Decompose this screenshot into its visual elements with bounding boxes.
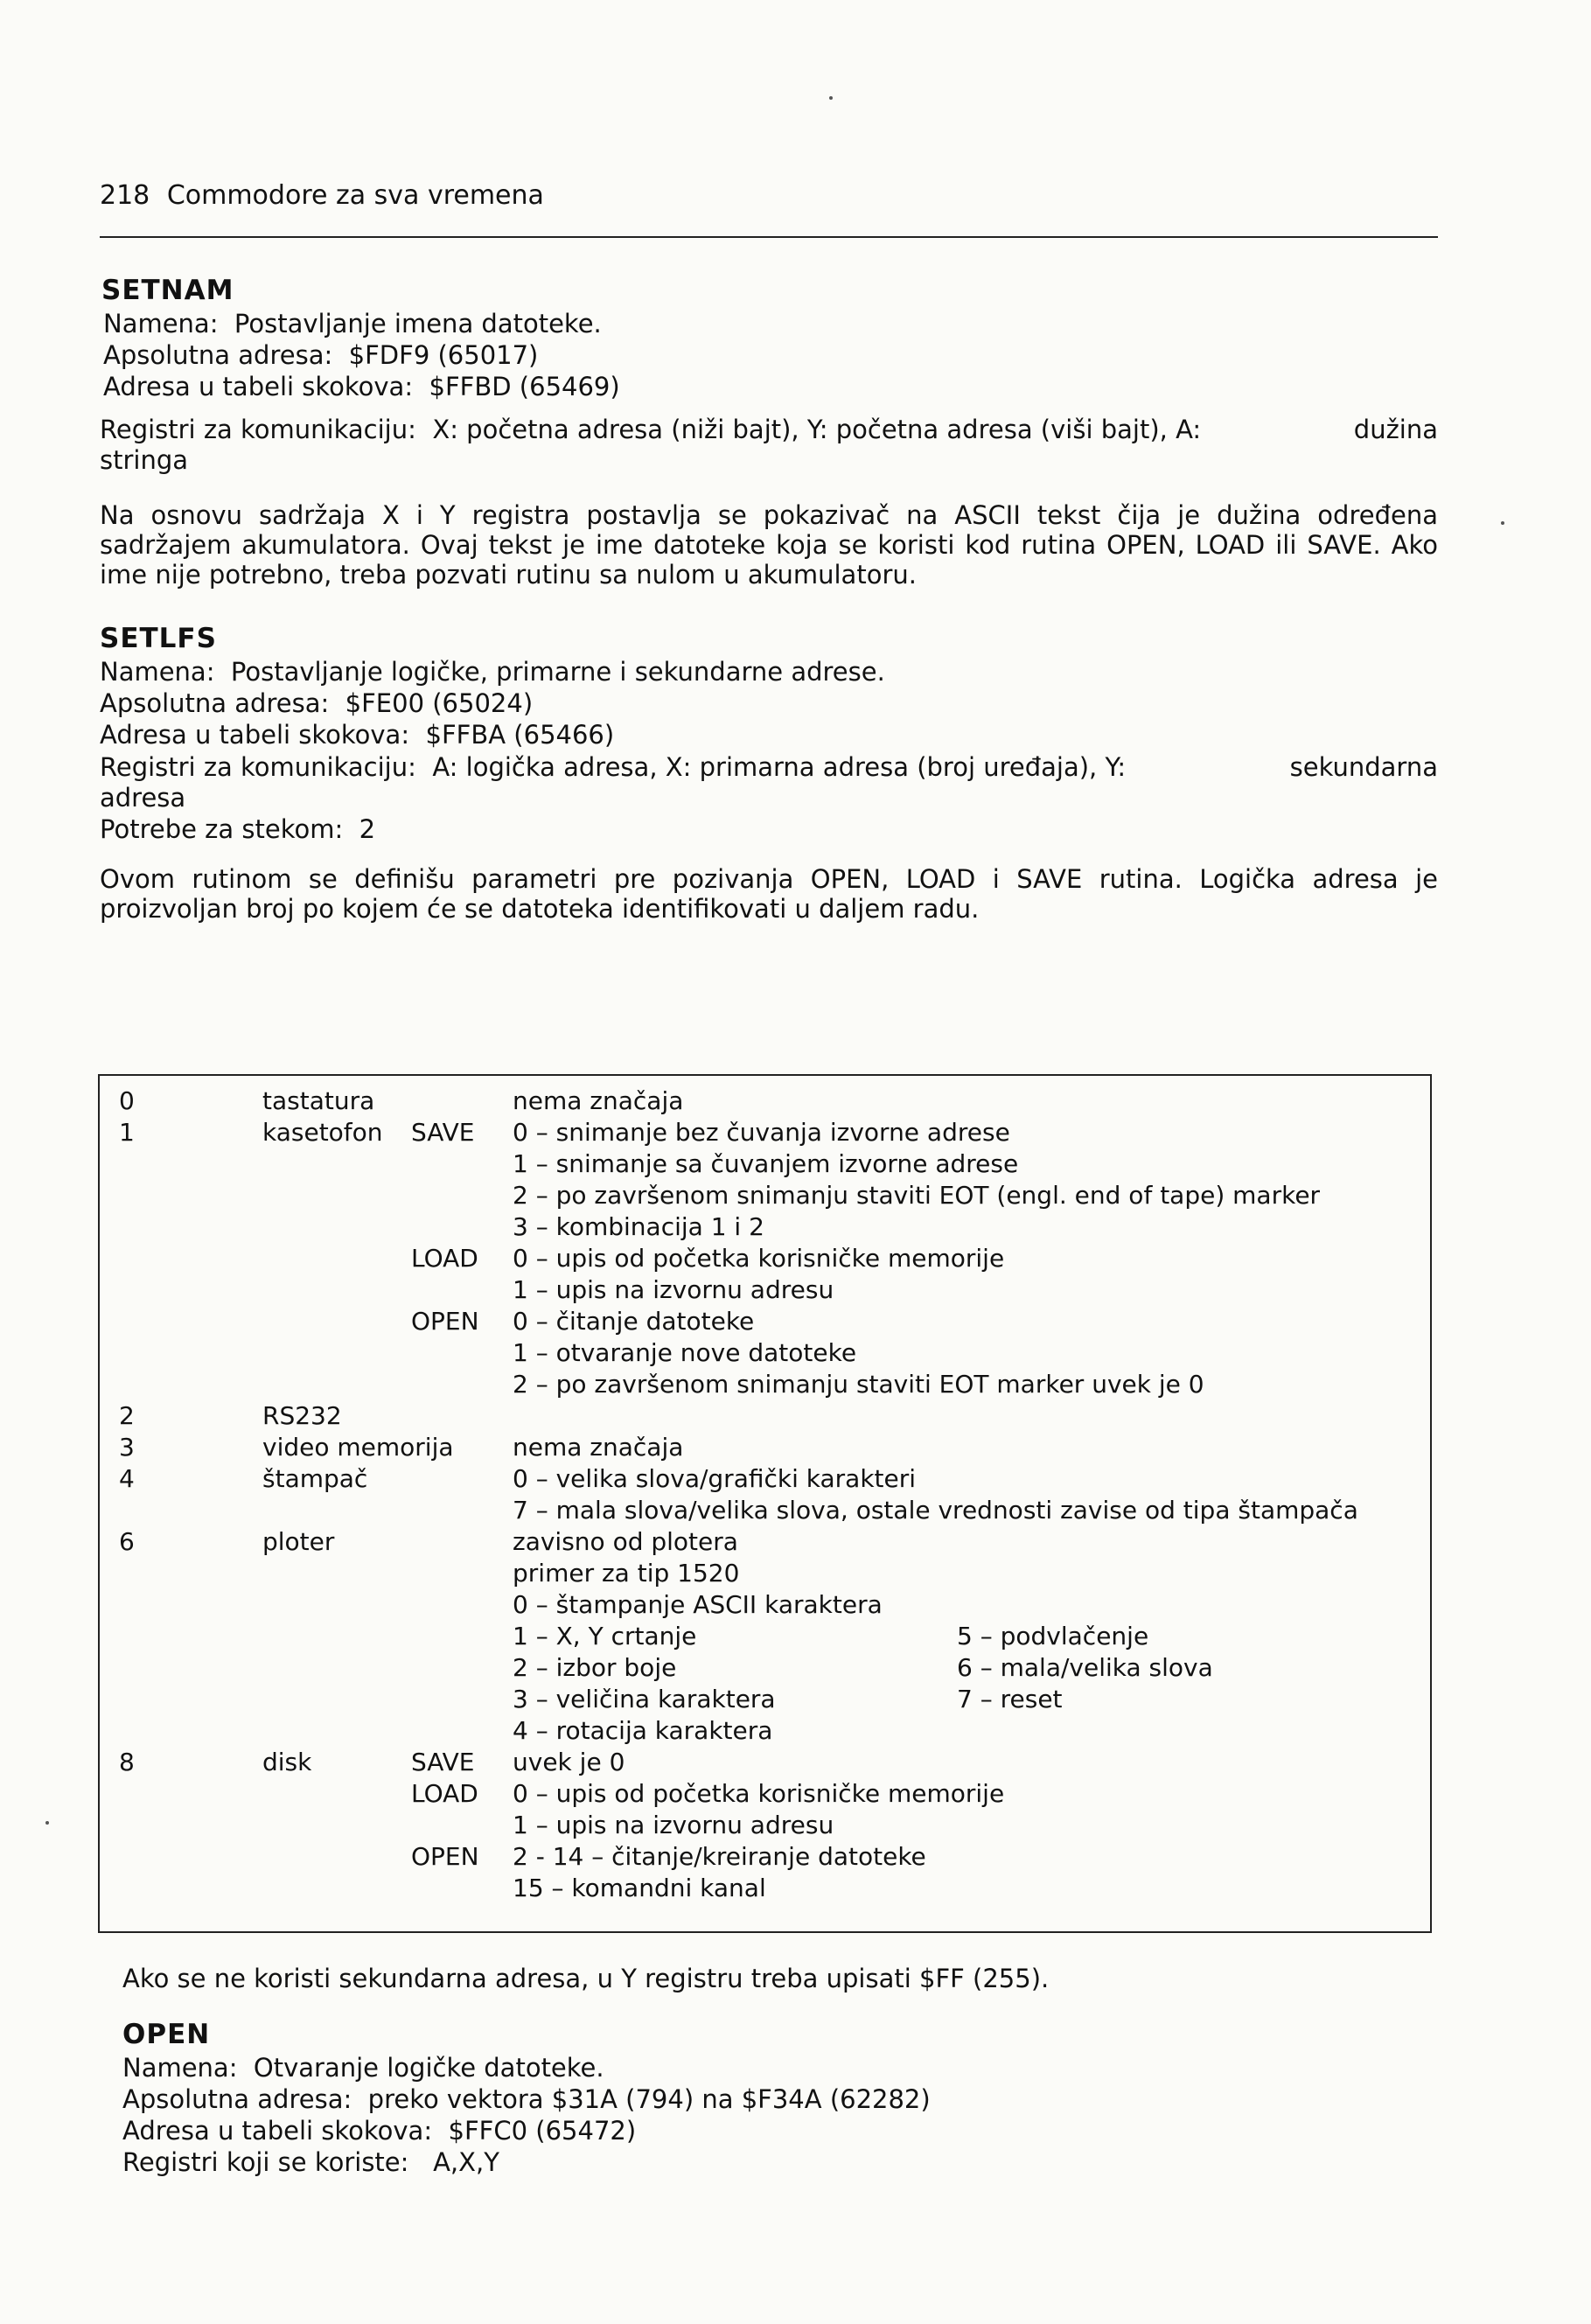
- table-cell-val: 2 - 14 – čitanje/kreiranje datoteke: [513, 1842, 926, 1871]
- page-header: [100, 180, 544, 212]
- setnam-registers-cont: stringa: [100, 445, 189, 475]
- table-cell-val: 0 – upis od početka korisničke memorije: [513, 1779, 1005, 1808]
- setnam-purpose: Namena: Postavljanje imena datoteke.: [103, 309, 602, 338]
- book-title: Commodore za sva vremena: [166, 180, 544, 211]
- table-cell-dev: kasetofon: [262, 1118, 383, 1147]
- open-title: OPEN: [122, 2019, 211, 2050]
- setnam-title: SETNAM: [101, 275, 234, 306]
- setlfs-purpose: Namena: Postavljanje logičke, primarne i sekundarne adrese.: [100, 657, 885, 687]
- table-cell-val: 0 – snimanje bez čuvanja izvorne adrese: [513, 1118, 1010, 1147]
- setlfs-abs: Apsolutna adresa: $FE00 (65024): [100, 688, 534, 718]
- table-cell-val: nema značaja: [513, 1086, 684, 1115]
- table-cell-val: 1 – X, Y crtanje: [513, 1622, 697, 1651]
- scan-speck: [829, 96, 833, 100]
- table-cell-val: 3 – veličina karaktera: [513, 1685, 776, 1713]
- table-cell-val: zavisno od plotera: [513, 1527, 738, 1556]
- open-registers: Registri koji se koriste: A,X,Y: [122, 2147, 499, 2177]
- page-number: 218: [100, 180, 150, 211]
- table-cell-extra: 5 – podvlačenje: [957, 1622, 1149, 1651]
- table-cell-val: 3 – kombinacija 1 i 2: [513, 1212, 764, 1241]
- scan-speck: [1501, 521, 1504, 525]
- table-cell-val: 0 – velika slova/grafički karakteri: [513, 1464, 917, 1493]
- table-cell-val: 2 – po završenom snimanju staviti EOT (engl. end of tape) marker: [513, 1181, 1321, 1210]
- table-cell-dev: štampač: [262, 1464, 368, 1493]
- setnam-registers: Registri za komunikaciju: X: početna adresa (niži bajt), Y: početna adresa (viši bajt), A: dužina: [100, 415, 1438, 444]
- table-cell-dev: disk: [262, 1748, 312, 1776]
- table-cell-dev: video memorija: [262, 1433, 454, 1462]
- table-cell-val: uvek je 0: [513, 1748, 625, 1776]
- table-cell-val: 7 – mala slova/velika slova, ostale vrednosti zavise od tipa štampača: [513, 1496, 1358, 1525]
- table-cell-dev: RS232: [262, 1401, 342, 1430]
- table-cell-mode: SAVE: [411, 1118, 475, 1147]
- table-cell-num: 0: [119, 1086, 135, 1115]
- table-cell-num: 1: [119, 1118, 135, 1147]
- table-cell-val: 4 – rotacija karaktera: [513, 1716, 773, 1745]
- table-cell-num: 2: [119, 1401, 135, 1430]
- setlfs-registers: Registri za komunikaciju: A: logička adresa, X: primarna adresa (broj uređaja), Y: sekundarna: [100, 752, 1438, 782]
- table-cell-mode: OPEN: [411, 1842, 479, 1871]
- setnam-abs: Apsolutna adresa: $FDF9 (65017): [103, 340, 539, 370]
- table-cell-val: 1 – snimanje sa čuvanjem izvorne adrese: [513, 1149, 1019, 1178]
- table-cell-val: 2 – izbor boje: [513, 1653, 677, 1682]
- table-cell-val: 0 – upis od početka korisničke memorije: [513, 1244, 1005, 1273]
- table-cell-mode: LOAD: [411, 1779, 478, 1808]
- table-cell-val: 1 – upis na izvornu adresu: [513, 1811, 834, 1839]
- open-abs: Apsolutna adresa: preko vektora $31A (794) na $F34A (62282): [122, 2084, 931, 2114]
- setlfs-stack: Potrebe za stekom: 2: [100, 814, 376, 844]
- setnam-jump: Adresa u tabeli skokova: $FFBD (65469): [103, 372, 620, 401]
- scan-speck: [45, 1821, 49, 1825]
- table-cell-mode: LOAD: [411, 1244, 478, 1273]
- table-cell-mode: OPEN: [411, 1307, 479, 1336]
- setlfs-title: SETLFS: [100, 623, 217, 654]
- table-cell-val: 15 – komandni kanal: [513, 1874, 766, 1902]
- table-cell-num: 6: [119, 1527, 135, 1556]
- table-cell-val: 0 – čitanje datoteke: [513, 1307, 755, 1336]
- table-cell-val: 0 – štampanje ASCII karaktera: [513, 1590, 883, 1619]
- open-purpose: Namena: Otvaranje logičke datoteke.: [122, 2053, 604, 2083]
- table-cell-extra: 6 – mala/velika slova: [957, 1653, 1213, 1682]
- table-cell-mode: SAVE: [411, 1748, 475, 1776]
- table-cell-extra: 7 – reset: [957, 1685, 1063, 1713]
- table-cell-num: 4: [119, 1464, 135, 1493]
- setlfs-jump: Adresa u tabeli skokova: $FFBA (65466): [100, 720, 615, 750]
- table-cell-num: 8: [119, 1748, 135, 1776]
- setlfs-registers-cont: adresa: [100, 783, 186, 813]
- setlfs-description: Ovom rutinom se definišu parametri pre pozivanja OPEN, LOAD i SAVE rutina. Logička adresa je proizvoljan broj po kojem će se datoteka identifikovati u daljem radu.: [100, 864, 1438, 924]
- secondary-address-note: Ako se ne koristi sekundarna adresa, u Y registru treba upisati $FF (255).: [122, 1964, 1050, 1993]
- table-cell-val: nema značaja: [513, 1433, 684, 1462]
- table-cell-val: 1 – upis na izvornu adresu: [513, 1275, 834, 1304]
- table-cell-num: 3: [119, 1433, 135, 1462]
- device-table: [98, 1074, 1432, 1933]
- table-cell-dev: tastatura: [262, 1086, 375, 1115]
- open-jump: Adresa u tabeli skokova: $FFC0 (65472): [122, 2116, 637, 2146]
- table-cell-dev: ploter: [262, 1527, 335, 1556]
- table-cell-val: primer za tip 1520: [513, 1559, 740, 1588]
- header-rule: [100, 236, 1438, 238]
- table-cell-val: 1 – otvaranje nove datoteke: [513, 1338, 857, 1367]
- table-cell-val: 2 – po završenom snimanju staviti EOT marker uvek je 0: [513, 1370, 1204, 1399]
- setnam-description: Na osnovu sadržaja X i Y registra postavlja se pokazivač na ASCII tekst čija je dužina određena sadržajem akumulatora. Ovaj tekst je ime datoteke koja se koristi kod rutina OPEN, LOAD ili SAVE. Ako ime nije potrebno, treba pozvati rutinu sa nulom u akumulatoru.: [100, 500, 1438, 590]
